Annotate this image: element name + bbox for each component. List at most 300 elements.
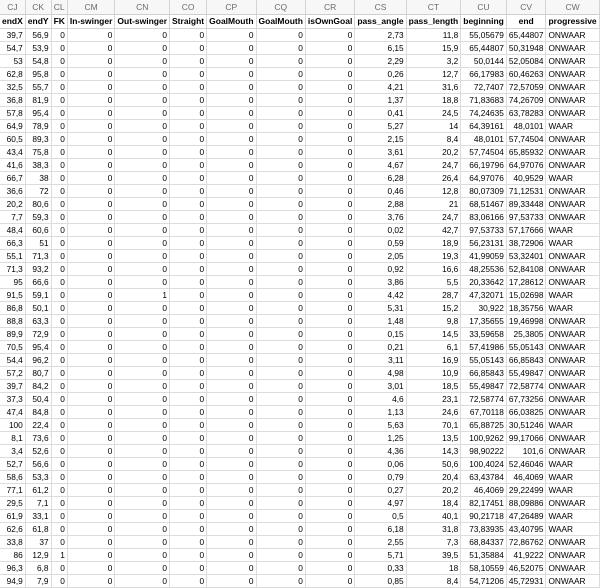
cell[interactable]: 0	[170, 197, 207, 210]
cell[interactable]: 0	[305, 470, 354, 483]
cell[interactable]: 24,7	[406, 210, 461, 223]
cell[interactable]: 4,36	[355, 444, 406, 457]
field-header-cell[interactable]: In-swinger	[67, 14, 115, 28]
cell[interactable]: 5,71	[355, 548, 406, 561]
cell[interactable]: 0	[256, 223, 305, 236]
cell[interactable]: 0	[207, 93, 256, 106]
cell[interactable]: 2,29	[355, 54, 406, 67]
cell[interactable]: 57,74504	[461, 145, 507, 158]
cell[interactable]: 5,63	[355, 418, 406, 431]
cell[interactable]: 0	[170, 366, 207, 379]
cell[interactable]: 99,17066	[506, 431, 546, 444]
cell[interactable]: 0	[51, 184, 67, 197]
cell[interactable]: 0	[207, 457, 256, 470]
cell[interactable]: 0	[305, 80, 354, 93]
cell[interactable]: 72,57059	[506, 80, 546, 93]
cell[interactable]: 48,0101	[461, 132, 507, 145]
cell[interactable]: 5,27	[355, 119, 406, 132]
cell[interactable]: 94,9	[0, 574, 25, 587]
cell[interactable]: 36,8	[0, 93, 25, 106]
cell[interactable]: 50,0144	[461, 54, 507, 67]
cell[interactable]: 0,85	[355, 574, 406, 587]
cell[interactable]: 0	[51, 314, 67, 327]
cell[interactable]: 0	[115, 236, 170, 249]
column-letter-header[interactable]: CO	[170, 0, 207, 14]
cell[interactable]: 0	[305, 249, 354, 262]
cell[interactable]: 0	[170, 80, 207, 93]
cell[interactable]: 38	[25, 171, 51, 184]
cell[interactable]: 0	[170, 54, 207, 67]
cell[interactable]: 0	[67, 171, 115, 184]
cell[interactable]: 0	[305, 223, 354, 236]
cell[interactable]: 63,3	[25, 314, 51, 327]
cell[interactable]: 71,3	[25, 249, 51, 262]
cell[interactable]: 0	[207, 496, 256, 509]
cell[interactable]: 57,74504	[506, 132, 546, 145]
cell[interactable]: WAAR	[546, 483, 599, 496]
cell[interactable]: 0	[67, 210, 115, 223]
cell[interactable]: ONWAAR	[546, 80, 599, 93]
cell[interactable]: 84,2	[25, 379, 51, 392]
cell[interactable]: 2,15	[355, 132, 406, 145]
cell[interactable]: 0	[256, 444, 305, 457]
cell[interactable]: 62,6	[0, 522, 25, 535]
cell[interactable]: 25,3805	[506, 327, 546, 340]
cell[interactable]: 0	[170, 67, 207, 80]
cell[interactable]: 55,05679	[461, 28, 507, 41]
cell[interactable]: 0	[256, 184, 305, 197]
cell[interactable]: 1,25	[355, 431, 406, 444]
cell[interactable]: 0	[51, 535, 67, 548]
cell[interactable]: 64,97076	[506, 158, 546, 171]
field-header-cell[interactable]: pass_length	[406, 14, 461, 28]
cell[interactable]: 13,5	[406, 431, 461, 444]
cell[interactable]: 24,6	[406, 405, 461, 418]
cell[interactable]: 29,5	[0, 496, 25, 509]
cell[interactable]: 66,7	[0, 171, 25, 184]
cell[interactable]: 0	[207, 522, 256, 535]
cell[interactable]: 95,8	[25, 67, 51, 80]
cell[interactable]: 53,32401	[506, 249, 546, 262]
cell[interactable]: 0	[305, 54, 354, 67]
field-header-cell[interactable]: GoalMouth	[256, 14, 305, 28]
cell[interactable]: 0	[170, 392, 207, 405]
cell[interactable]: 0	[115, 483, 170, 496]
cell[interactable]: 0	[256, 366, 305, 379]
cell[interactable]: 75,8	[25, 145, 51, 158]
cell[interactable]: 0	[207, 483, 256, 496]
cell[interactable]: 54,8	[25, 54, 51, 67]
cell[interactable]: 0	[51, 288, 67, 301]
cell[interactable]: 0	[115, 158, 170, 171]
cell[interactable]: 0	[256, 561, 305, 574]
cell[interactable]: WAAR	[546, 522, 599, 535]
cell[interactable]: 0	[170, 418, 207, 431]
cell[interactable]: 53	[0, 54, 25, 67]
cell[interactable]: 0	[51, 28, 67, 41]
cell[interactable]: 37	[25, 535, 51, 548]
cell[interactable]: 47,26489	[506, 509, 546, 522]
cell[interactable]: 15,02698	[506, 288, 546, 301]
cell[interactable]: 0	[305, 444, 354, 457]
cell[interactable]: 0	[51, 418, 67, 431]
cell[interactable]: 0	[115, 353, 170, 366]
cell[interactable]: 33,59658	[461, 327, 507, 340]
cell[interactable]: 65,88725	[461, 418, 507, 431]
cell[interactable]: 0	[115, 171, 170, 184]
cell[interactable]: 30,922	[461, 301, 507, 314]
cell[interactable]: 56,23131	[461, 236, 507, 249]
cell[interactable]: 57,8	[0, 106, 25, 119]
cell[interactable]: 0	[207, 535, 256, 548]
cell[interactable]: 57,2	[0, 366, 25, 379]
cell[interactable]: 0	[115, 574, 170, 587]
cell[interactable]: 0	[305, 132, 354, 145]
cell[interactable]: 0	[305, 574, 354, 587]
cell[interactable]: 41,99059	[461, 249, 507, 262]
field-header-cell[interactable]: end	[506, 14, 546, 28]
cell[interactable]: 2,73	[355, 28, 406, 41]
cell[interactable]: 0	[51, 496, 67, 509]
cell[interactable]: ONWAAR	[546, 327, 599, 340]
cell[interactable]: 89,9	[0, 327, 25, 340]
cell[interactable]: 41,9222	[506, 548, 546, 561]
cell[interactable]: 0	[67, 483, 115, 496]
cell[interactable]: 0,41	[355, 106, 406, 119]
cell[interactable]: 88,09886	[506, 496, 546, 509]
cell[interactable]: 0	[305, 561, 354, 574]
cell[interactable]: 0	[51, 340, 67, 353]
cell[interactable]: 0	[256, 314, 305, 327]
cell[interactable]: 14,5	[406, 327, 461, 340]
cell[interactable]: 50,6	[406, 457, 461, 470]
cell[interactable]: 52,05084	[506, 54, 546, 67]
cell[interactable]: 0	[207, 106, 256, 119]
cell[interactable]: 0	[256, 548, 305, 561]
cell[interactable]: 48,4	[0, 223, 25, 236]
cell[interactable]: 38,72906	[506, 236, 546, 249]
cell[interactable]: 0	[256, 574, 305, 587]
cell[interactable]: 21	[406, 197, 461, 210]
cell[interactable]: 50,1	[25, 301, 51, 314]
cell[interactable]: 0	[170, 444, 207, 457]
cell[interactable]: 0	[207, 210, 256, 223]
cell[interactable]: 58,10559	[461, 561, 507, 574]
cell[interactable]: 0	[67, 236, 115, 249]
cell[interactable]: 0	[305, 236, 354, 249]
cell[interactable]: 3,01	[355, 379, 406, 392]
cell[interactable]: 0	[305, 483, 354, 496]
cell[interactable]: 17,35655	[461, 314, 507, 327]
cell[interactable]: 72,7407	[461, 80, 507, 93]
cell[interactable]: 0	[67, 327, 115, 340]
cell[interactable]: 0	[207, 548, 256, 561]
cell[interactable]: 0	[170, 561, 207, 574]
cell[interactable]: 0	[305, 210, 354, 223]
cell[interactable]: 9,8	[406, 314, 461, 327]
cell[interactable]: 0	[51, 327, 67, 340]
cell[interactable]: 0	[256, 171, 305, 184]
cell[interactable]: 6,18	[355, 522, 406, 535]
cell[interactable]: 0	[207, 340, 256, 353]
cell[interactable]: 0	[51, 509, 67, 522]
cell[interactable]: 0	[51, 353, 67, 366]
cell[interactable]: 0	[207, 41, 256, 54]
cell[interactable]: 58,6	[0, 470, 25, 483]
cell[interactable]: 65,44807	[461, 41, 507, 54]
cell[interactable]: 100	[0, 418, 25, 431]
cell[interactable]: 71,83683	[461, 93, 507, 106]
cell[interactable]: ONWAAR	[546, 431, 599, 444]
cell[interactable]: 0	[170, 93, 207, 106]
cell[interactable]: 0,92	[355, 262, 406, 275]
cell[interactable]: 0	[115, 301, 170, 314]
cell[interactable]: 0	[170, 509, 207, 522]
cell[interactable]: 7,3	[406, 535, 461, 548]
cell[interactable]: 0	[170, 210, 207, 223]
cell[interactable]: 16,9	[406, 353, 461, 366]
cell[interactable]: 0	[305, 171, 354, 184]
cell[interactable]: 4,21	[355, 80, 406, 93]
cell[interactable]: 33,8	[0, 535, 25, 548]
cell[interactable]: 54,7	[0, 41, 25, 54]
cell[interactable]: 0	[115, 522, 170, 535]
cell[interactable]: 1	[51, 548, 67, 561]
cell[interactable]: 72	[25, 184, 51, 197]
cell[interactable]: 0	[170, 314, 207, 327]
cell[interactable]: 0	[305, 405, 354, 418]
cell[interactable]: 77,1	[0, 483, 25, 496]
column-letter-header[interactable]: CS	[355, 0, 406, 14]
field-header-cell[interactable]: FK	[51, 14, 67, 28]
cell[interactable]: 0	[67, 457, 115, 470]
cell[interactable]: 0	[115, 405, 170, 418]
cell[interactable]: 0	[305, 392, 354, 405]
cell[interactable]: 0	[170, 171, 207, 184]
cell[interactable]: 0	[256, 41, 305, 54]
cell[interactable]: ONWAAR	[546, 574, 599, 587]
cell[interactable]: 59,3	[25, 210, 51, 223]
cell[interactable]: 0	[115, 314, 170, 327]
cell[interactable]: 0	[207, 158, 256, 171]
cell[interactable]: 11,8	[406, 28, 461, 41]
cell[interactable]: 0	[256, 210, 305, 223]
cell[interactable]: 0	[67, 561, 115, 574]
cell[interactable]: 39,7	[0, 28, 25, 41]
cell[interactable]: 60,5	[0, 132, 25, 145]
cell[interactable]: 78,9	[25, 119, 51, 132]
cell[interactable]: 8,4	[406, 132, 461, 145]
cell[interactable]: 30,51246	[506, 418, 546, 431]
cell[interactable]: 0,5	[355, 509, 406, 522]
cell[interactable]: 0	[256, 431, 305, 444]
cell[interactable]: WAAR	[546, 470, 599, 483]
cell[interactable]: 0	[67, 41, 115, 54]
cell[interactable]: 0	[67, 249, 115, 262]
cell[interactable]: 0	[207, 470, 256, 483]
cell[interactable]: 0	[207, 405, 256, 418]
cell[interactable]: 52,84108	[506, 262, 546, 275]
cell[interactable]: 95	[0, 275, 25, 288]
cell[interactable]: 0	[115, 28, 170, 41]
cell[interactable]: 0	[67, 509, 115, 522]
cell[interactable]: 60,46263	[506, 67, 546, 80]
field-header-cell[interactable]: endX	[0, 14, 25, 28]
cell[interactable]: 0	[115, 340, 170, 353]
cell[interactable]: 0	[207, 67, 256, 80]
cell[interactable]: 55,49847	[461, 379, 507, 392]
cell[interactable]: 62,8	[0, 67, 25, 80]
cell[interactable]: 65,85932	[506, 145, 546, 158]
cell[interactable]: 0	[115, 119, 170, 132]
cell[interactable]: 8,4	[406, 574, 461, 587]
cell[interactable]: 0	[67, 340, 115, 353]
cell[interactable]: 48,0101	[506, 119, 546, 132]
cell[interactable]: 71,3	[0, 262, 25, 275]
cell[interactable]: 55,1	[0, 249, 25, 262]
cell[interactable]: 0	[207, 197, 256, 210]
cell[interactable]: 74,26709	[506, 93, 546, 106]
cell[interactable]: 20,2	[406, 145, 461, 158]
cell[interactable]: ONWAAR	[546, 106, 599, 119]
cell[interactable]: 0	[51, 405, 67, 418]
cell[interactable]: 18,5	[406, 379, 461, 392]
cell[interactable]: 0	[305, 158, 354, 171]
field-header-cell[interactable]: GoalMouth	[207, 14, 256, 28]
cell[interactable]: 81,9	[25, 93, 51, 106]
cell[interactable]: 0	[256, 418, 305, 431]
cell[interactable]: 70,5	[0, 340, 25, 353]
cell[interactable]: 0	[207, 275, 256, 288]
cell[interactable]: 66,6	[25, 275, 51, 288]
cell[interactable]: 6,15	[355, 41, 406, 54]
cell[interactable]: 0	[51, 93, 67, 106]
cell[interactable]: ONWAAR	[546, 158, 599, 171]
cell[interactable]: 0	[170, 379, 207, 392]
cell[interactable]: 0	[256, 392, 305, 405]
cell[interactable]: 42,7	[406, 223, 461, 236]
cell[interactable]: 0	[170, 184, 207, 197]
cell[interactable]: 0,46	[355, 184, 406, 197]
cell[interactable]: 72,58774	[461, 392, 507, 405]
cell[interactable]: 0	[170, 145, 207, 158]
cell[interactable]: 0	[256, 288, 305, 301]
cell[interactable]: 54,4	[0, 353, 25, 366]
cell[interactable]: 55,05143	[461, 353, 507, 366]
cell[interactable]: 0	[170, 340, 207, 353]
cell[interactable]: 61,2	[25, 483, 51, 496]
cell[interactable]: 0	[256, 483, 305, 496]
cell[interactable]: 1	[115, 288, 170, 301]
column-letter-header[interactable]: CJ	[0, 0, 25, 14]
cell[interactable]: 57,17666	[506, 223, 546, 236]
cell[interactable]: 0	[256, 262, 305, 275]
cell[interactable]: 0	[305, 145, 354, 158]
cell[interactable]: 0	[170, 262, 207, 275]
cell[interactable]: 0	[170, 158, 207, 171]
cell[interactable]: 12,8	[406, 184, 461, 197]
cell[interactable]: 12,7	[406, 67, 461, 80]
cell[interactable]: 0	[256, 158, 305, 171]
cell[interactable]: 3,86	[355, 275, 406, 288]
cell[interactable]: 0	[256, 405, 305, 418]
cell[interactable]: 2,55	[355, 535, 406, 548]
cell[interactable]: 3,4	[0, 444, 25, 457]
cell[interactable]: 0	[305, 509, 354, 522]
cell[interactable]: ONWAAR	[546, 561, 599, 574]
cell[interactable]: 52,6	[25, 444, 51, 457]
cell[interactable]: 0	[207, 561, 256, 574]
cell[interactable]: 60,6	[25, 223, 51, 236]
cell[interactable]: 0	[170, 223, 207, 236]
cell[interactable]: 50,31948	[506, 41, 546, 54]
cell[interactable]: 24,7	[406, 158, 461, 171]
cell[interactable]: WAAR	[546, 301, 599, 314]
cell[interactable]: 0	[207, 379, 256, 392]
cell[interactable]: 71,12531	[506, 184, 546, 197]
cell[interactable]: 0	[305, 535, 354, 548]
cell[interactable]: 66,19796	[461, 158, 507, 171]
cell[interactable]: 1,37	[355, 93, 406, 106]
cell[interactable]: 66,03825	[506, 405, 546, 418]
cell[interactable]: 4,97	[355, 496, 406, 509]
cell[interactable]: 0	[207, 353, 256, 366]
cell[interactable]: 0	[256, 340, 305, 353]
cell[interactable]: 20,33642	[461, 275, 507, 288]
cell[interactable]: 0	[51, 249, 67, 262]
cell[interactable]: 100,4024	[461, 457, 507, 470]
cell[interactable]: 12,9	[25, 548, 51, 561]
cell[interactable]: 0	[115, 535, 170, 548]
cell[interactable]: ONWAAR	[546, 392, 599, 405]
cell[interactable]: 1,48	[355, 314, 406, 327]
cell[interactable]: 0	[51, 262, 67, 275]
cell[interactable]: ONWAAR	[546, 67, 599, 80]
cell[interactable]: 86	[0, 548, 25, 561]
cell[interactable]: 0	[170, 431, 207, 444]
cell[interactable]: 0	[256, 106, 305, 119]
cell[interactable]: 14,3	[406, 444, 461, 457]
column-letter-header[interactable]: CQ	[256, 0, 305, 14]
cell[interactable]: WAAR	[546, 457, 599, 470]
cell[interactable]: 0	[207, 145, 256, 158]
cell[interactable]: 0	[207, 171, 256, 184]
cell[interactable]: WAAR	[546, 288, 599, 301]
cell[interactable]: 59,1	[25, 288, 51, 301]
cell[interactable]: 0	[305, 28, 354, 41]
cell[interactable]: 95,4	[25, 106, 51, 119]
cell[interactable]: 48,25536	[461, 262, 507, 275]
cell[interactable]: 0	[115, 93, 170, 106]
cell[interactable]: 0	[67, 366, 115, 379]
cell[interactable]: 0	[51, 275, 67, 288]
cell[interactable]: 5,31	[355, 301, 406, 314]
cell[interactable]: 0,21	[355, 340, 406, 353]
cell[interactable]: 0,26	[355, 67, 406, 80]
cell[interactable]: 0	[67, 418, 115, 431]
cell[interactable]: 4,98	[355, 366, 406, 379]
cell[interactable]: WAAR	[546, 509, 599, 522]
cell[interactable]: 0	[207, 418, 256, 431]
cell[interactable]: 31,8	[406, 522, 461, 535]
cell[interactable]: 84,8	[25, 405, 51, 418]
cell[interactable]: 0	[115, 210, 170, 223]
cell[interactable]: 0	[51, 210, 67, 223]
cell[interactable]: 73,83935	[461, 522, 507, 535]
cell[interactable]: 39,7	[0, 379, 25, 392]
cell[interactable]: 66,17983	[461, 67, 507, 80]
cell[interactable]: 0	[115, 431, 170, 444]
